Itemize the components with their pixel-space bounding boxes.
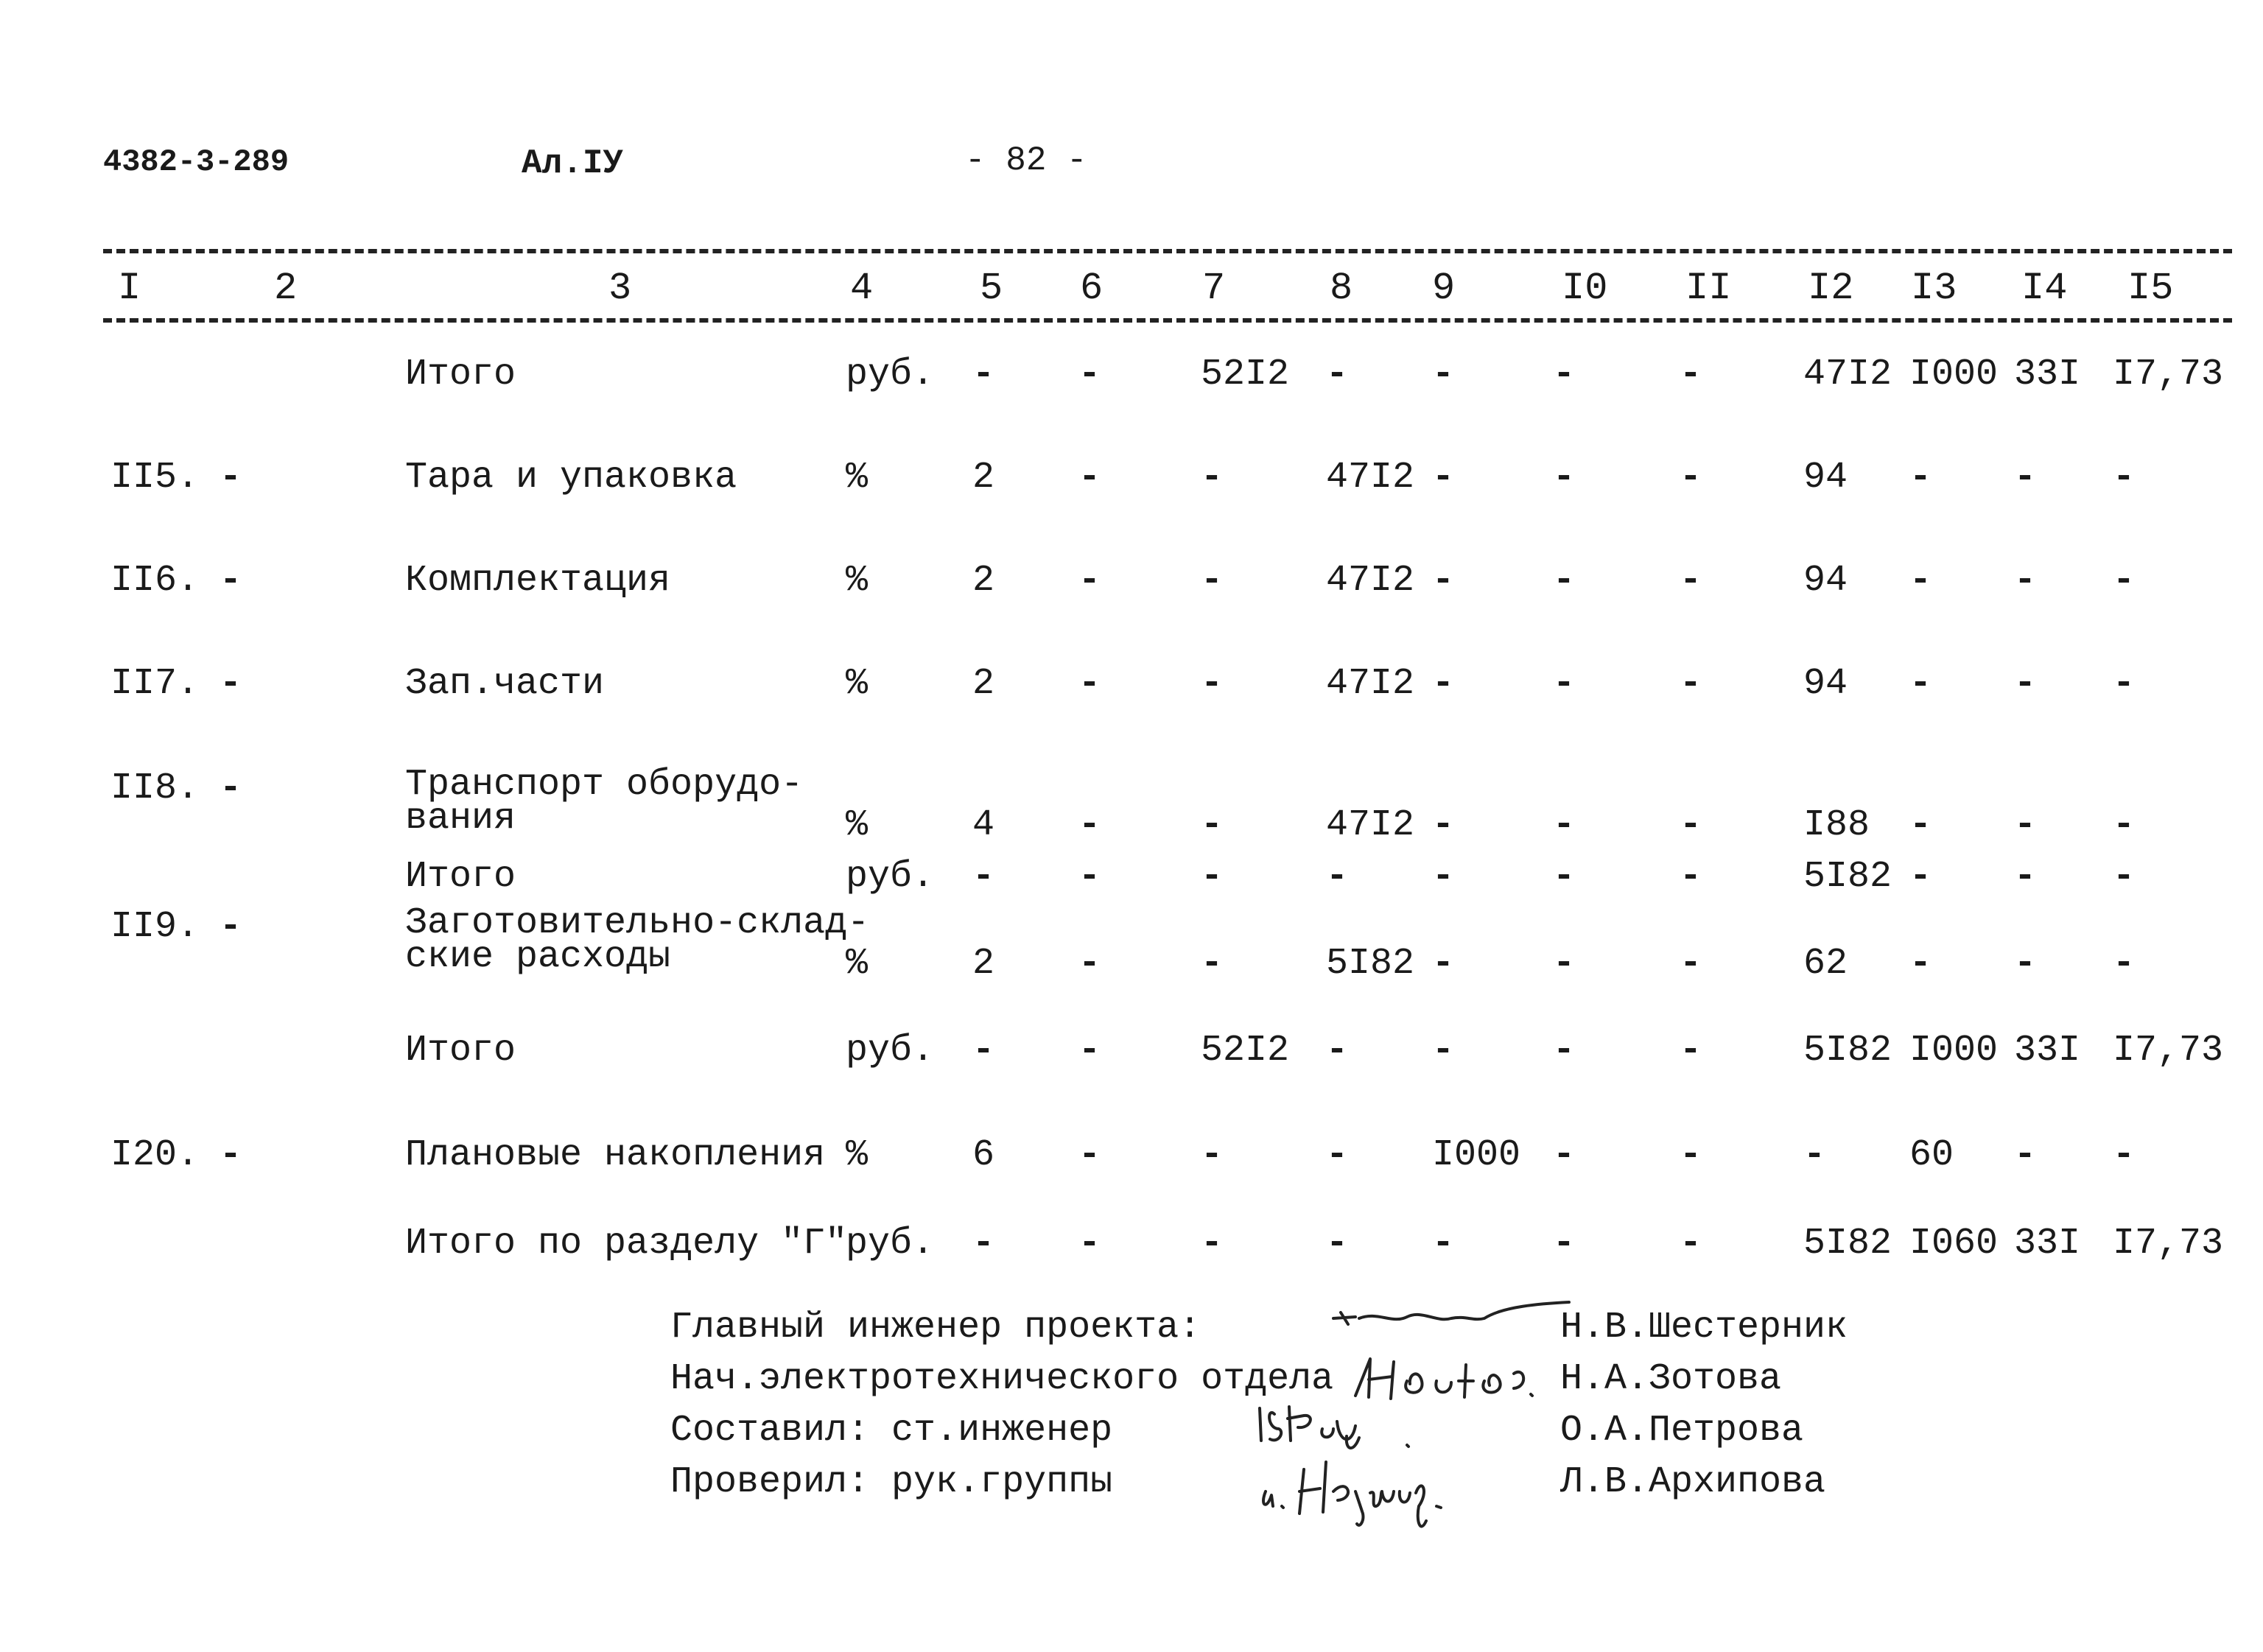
column-number: 7 [1202,267,1226,310]
row-dash: - [220,1134,242,1176]
cell-c10: - [1553,663,1576,705]
column-number: 4 [850,267,874,310]
cell-c5: 6 [972,1134,995,1176]
cell-c5: - [972,354,995,396]
handwritten-signature-1 [1326,1296,1576,1340]
cell-c8: - [1326,1134,1349,1176]
item-name: ские расходы [405,936,671,978]
signature-role-2: Нач.электротехнического отдела [670,1358,1334,1400]
item-name: Заготовительно-склад- [405,902,870,944]
cell-c10: - [1553,856,1576,898]
column-number: I3 [1911,267,1957,310]
column-number: 2 [274,267,298,310]
cell-c13: - [1909,943,1932,985]
unit: руб. [846,1030,935,1072]
cell-c13: - [1909,560,1932,602]
cell-c6: - [1078,943,1101,985]
item-name: вания [405,798,516,840]
cell-c7: - [1201,1223,1224,1265]
cell-c10: - [1553,457,1576,499]
cell-c5: 2 [972,663,995,705]
cell-c7: 52I2 [1201,1030,1290,1072]
page-number: - 82 - [965,141,1087,180]
cell-c13: - [1909,663,1932,705]
cell-c9: - [1432,457,1455,499]
cell-c12: 5I82 [1803,1030,1892,1072]
cell-c6: - [1078,804,1101,846]
cell-c12: I88 [1803,804,1870,846]
cell-c11: - [1680,804,1702,846]
signature-role-4: Проверил: рук.группы [670,1461,1113,1503]
cell-c14: - [2014,943,2037,985]
cell-c8: 47I2 [1326,804,1415,846]
cell-c6: - [1078,1223,1101,1265]
cell-c15: - [2113,856,2136,898]
item-name: Итого [405,856,516,898]
cell-c13: I060 [1909,1223,1999,1265]
row-number: II6. [110,560,200,602]
cell-c5: 2 [972,457,995,499]
column-number: I2 [1808,267,1854,310]
column-number: 8 [1330,267,1353,310]
signature-role-3: Составил: ст.инженер [670,1410,1113,1452]
cell-c7: - [1201,560,1224,602]
cell-c11: - [1680,1134,1702,1176]
cell-c5: 4 [972,804,995,846]
unit: % [846,1134,869,1176]
cell-c8: - [1326,1030,1349,1072]
cell-c13: - [1909,856,1932,898]
cell-c14: - [2014,804,2037,846]
cell-c6: - [1078,856,1101,898]
signature-name-4: Л.В.Архипова [1560,1461,1826,1503]
cell-c7: - [1201,1134,1224,1176]
unit: руб. [846,1223,935,1265]
cell-c11: - [1680,856,1702,898]
column-number: 6 [1080,267,1104,310]
column-number: 9 [1432,267,1456,310]
item-name: Тара и упаковка [405,457,737,499]
cell-c7: - [1201,663,1224,705]
cell-c14: 33I [2014,1030,2081,1072]
cell-c10: - [1553,1030,1576,1072]
cell-c13: I000 [1909,354,1999,396]
column-number: I5 [2127,267,2174,310]
cell-c5: 2 [972,560,995,602]
cell-c13: - [1909,804,1932,846]
signature-name-3: О.А.Петрова [1560,1410,1804,1452]
cell-c5: - [972,856,995,898]
cell-c10: - [1553,1223,1576,1265]
row-number: II7. [110,663,200,705]
cell-c15: - [2113,663,2136,705]
cell-c6: - [1078,560,1101,602]
cell-c11: - [1680,560,1702,602]
item-name: Транспорт оборудо- [405,764,804,806]
cell-c6: - [1078,457,1101,499]
cell-c7: - [1201,943,1224,985]
document-code: 4382-3-289 [103,144,290,180]
cell-c9: - [1432,354,1455,396]
unit: % [846,457,869,499]
cell-c6: - [1078,1030,1101,1072]
column-number: II [1685,267,1732,310]
column-number: I [118,267,141,310]
cell-c10: - [1553,354,1576,396]
cell-c12: - [1803,1134,1826,1176]
cell-c15: I7,73 [2113,1030,2224,1072]
cell-c5: 2 [972,943,995,985]
cell-c6: - [1078,354,1101,396]
cell-c12: 62 [1803,943,1848,985]
cell-c12: 94 [1803,663,1848,705]
cell-c5: - [972,1223,995,1265]
item-name: Итого [405,1030,516,1072]
cell-c9: - [1432,663,1455,705]
cell-c14: 33I [2014,1223,2081,1265]
item-name: Итого по разделу "Г" [405,1223,848,1265]
column-number: 3 [608,267,632,310]
cell-c8: 47I2 [1326,663,1415,705]
cell-c10: - [1553,804,1576,846]
cell-c9: - [1432,804,1455,846]
unit: % [846,560,869,602]
signature-name-1: Н.В.Шестерник [1560,1307,1848,1349]
cell-c14: - [2014,1134,2037,1176]
unit: % [846,804,869,846]
row-number: II8. [110,767,200,809]
cell-c9: I000 [1432,1134,1521,1176]
cell-c12: 5I82 [1803,1223,1892,1265]
cell-c12: 5I82 [1803,856,1892,898]
cell-c5: - [972,1030,995,1072]
cell-c13: 60 [1909,1134,1954,1176]
cell-c7: 52I2 [1201,354,1290,396]
cell-c11: - [1680,457,1702,499]
cell-c9: - [1432,560,1455,602]
cell-c7: - [1201,457,1224,499]
row-dash: - [220,560,242,602]
row-dash: - [220,767,242,809]
row-dash: - [220,906,242,948]
cell-c8: - [1326,856,1349,898]
item-name: Зап.части [405,663,605,705]
cell-c9: - [1432,943,1455,985]
cell-c9: - [1432,1030,1455,1072]
unit: руб. [846,856,935,898]
cell-c14: - [2014,457,2037,499]
cell-c10: - [1553,943,1576,985]
cell-c7: - [1201,804,1224,846]
cell-c10: - [1553,560,1576,602]
cell-c11: - [1680,354,1702,396]
signature-name-2: Н.А.Зотова [1560,1358,1782,1400]
cell-c9: - [1432,856,1455,898]
signature-role-1: Главный инженер проекта: [670,1307,1201,1349]
cell-c11: - [1680,663,1702,705]
row-number: II5. [110,457,200,499]
item-name: Комплектация [405,560,671,602]
table-top-rule [103,249,2232,253]
handwritten-signature-4 [1252,1447,1532,1536]
cell-c12: 94 [1803,560,1848,602]
cell-c11: - [1680,1030,1702,1072]
table-header-rule [103,318,2232,323]
item-name: Плановые накопления [405,1134,826,1176]
cell-c13: I000 [1909,1030,1999,1072]
cell-c13: - [1909,457,1932,499]
row-dash: - [220,457,242,499]
cell-c15: - [2113,804,2136,846]
cell-c9: - [1432,1223,1455,1265]
cell-c15: I7,73 [2113,354,2224,396]
cell-c6: - [1078,1134,1101,1176]
cell-c15: - [2113,560,2136,602]
item-name: Итого [405,354,516,396]
cell-c14: - [2014,663,2037,705]
cell-c8: - [1326,354,1349,396]
cell-c12: 47I2 [1803,354,1892,396]
cell-c8: 47I2 [1326,457,1415,499]
cell-c6: - [1078,663,1101,705]
cell-c15: - [2113,457,2136,499]
column-number: I4 [2021,267,2068,310]
cell-c10: - [1553,1134,1576,1176]
cell-c7: - [1201,856,1224,898]
row-number: I20. [110,1134,200,1176]
cell-c14: - [2014,856,2037,898]
album-label: Ал.IУ [522,144,624,183]
cell-c11: - [1680,1223,1702,1265]
cell-c14: - [2014,560,2037,602]
unit: руб. [846,354,935,396]
cell-c15: - [2113,1134,2136,1176]
column-number: 5 [980,267,1003,310]
cell-c12: 94 [1803,457,1848,499]
row-dash: - [220,663,242,705]
unit: % [846,943,869,985]
cell-c11: - [1680,943,1702,985]
cell-c8: 5I82 [1326,943,1415,985]
cell-c14: 33I [2014,354,2081,396]
cell-c15: - [2113,943,2136,985]
cell-c15: I7,73 [2113,1223,2224,1265]
unit: % [846,663,869,705]
column-number: I0 [1562,267,1608,310]
cell-c8: 47I2 [1326,560,1415,602]
cell-c8: - [1326,1223,1349,1265]
row-number: II9. [110,906,200,948]
